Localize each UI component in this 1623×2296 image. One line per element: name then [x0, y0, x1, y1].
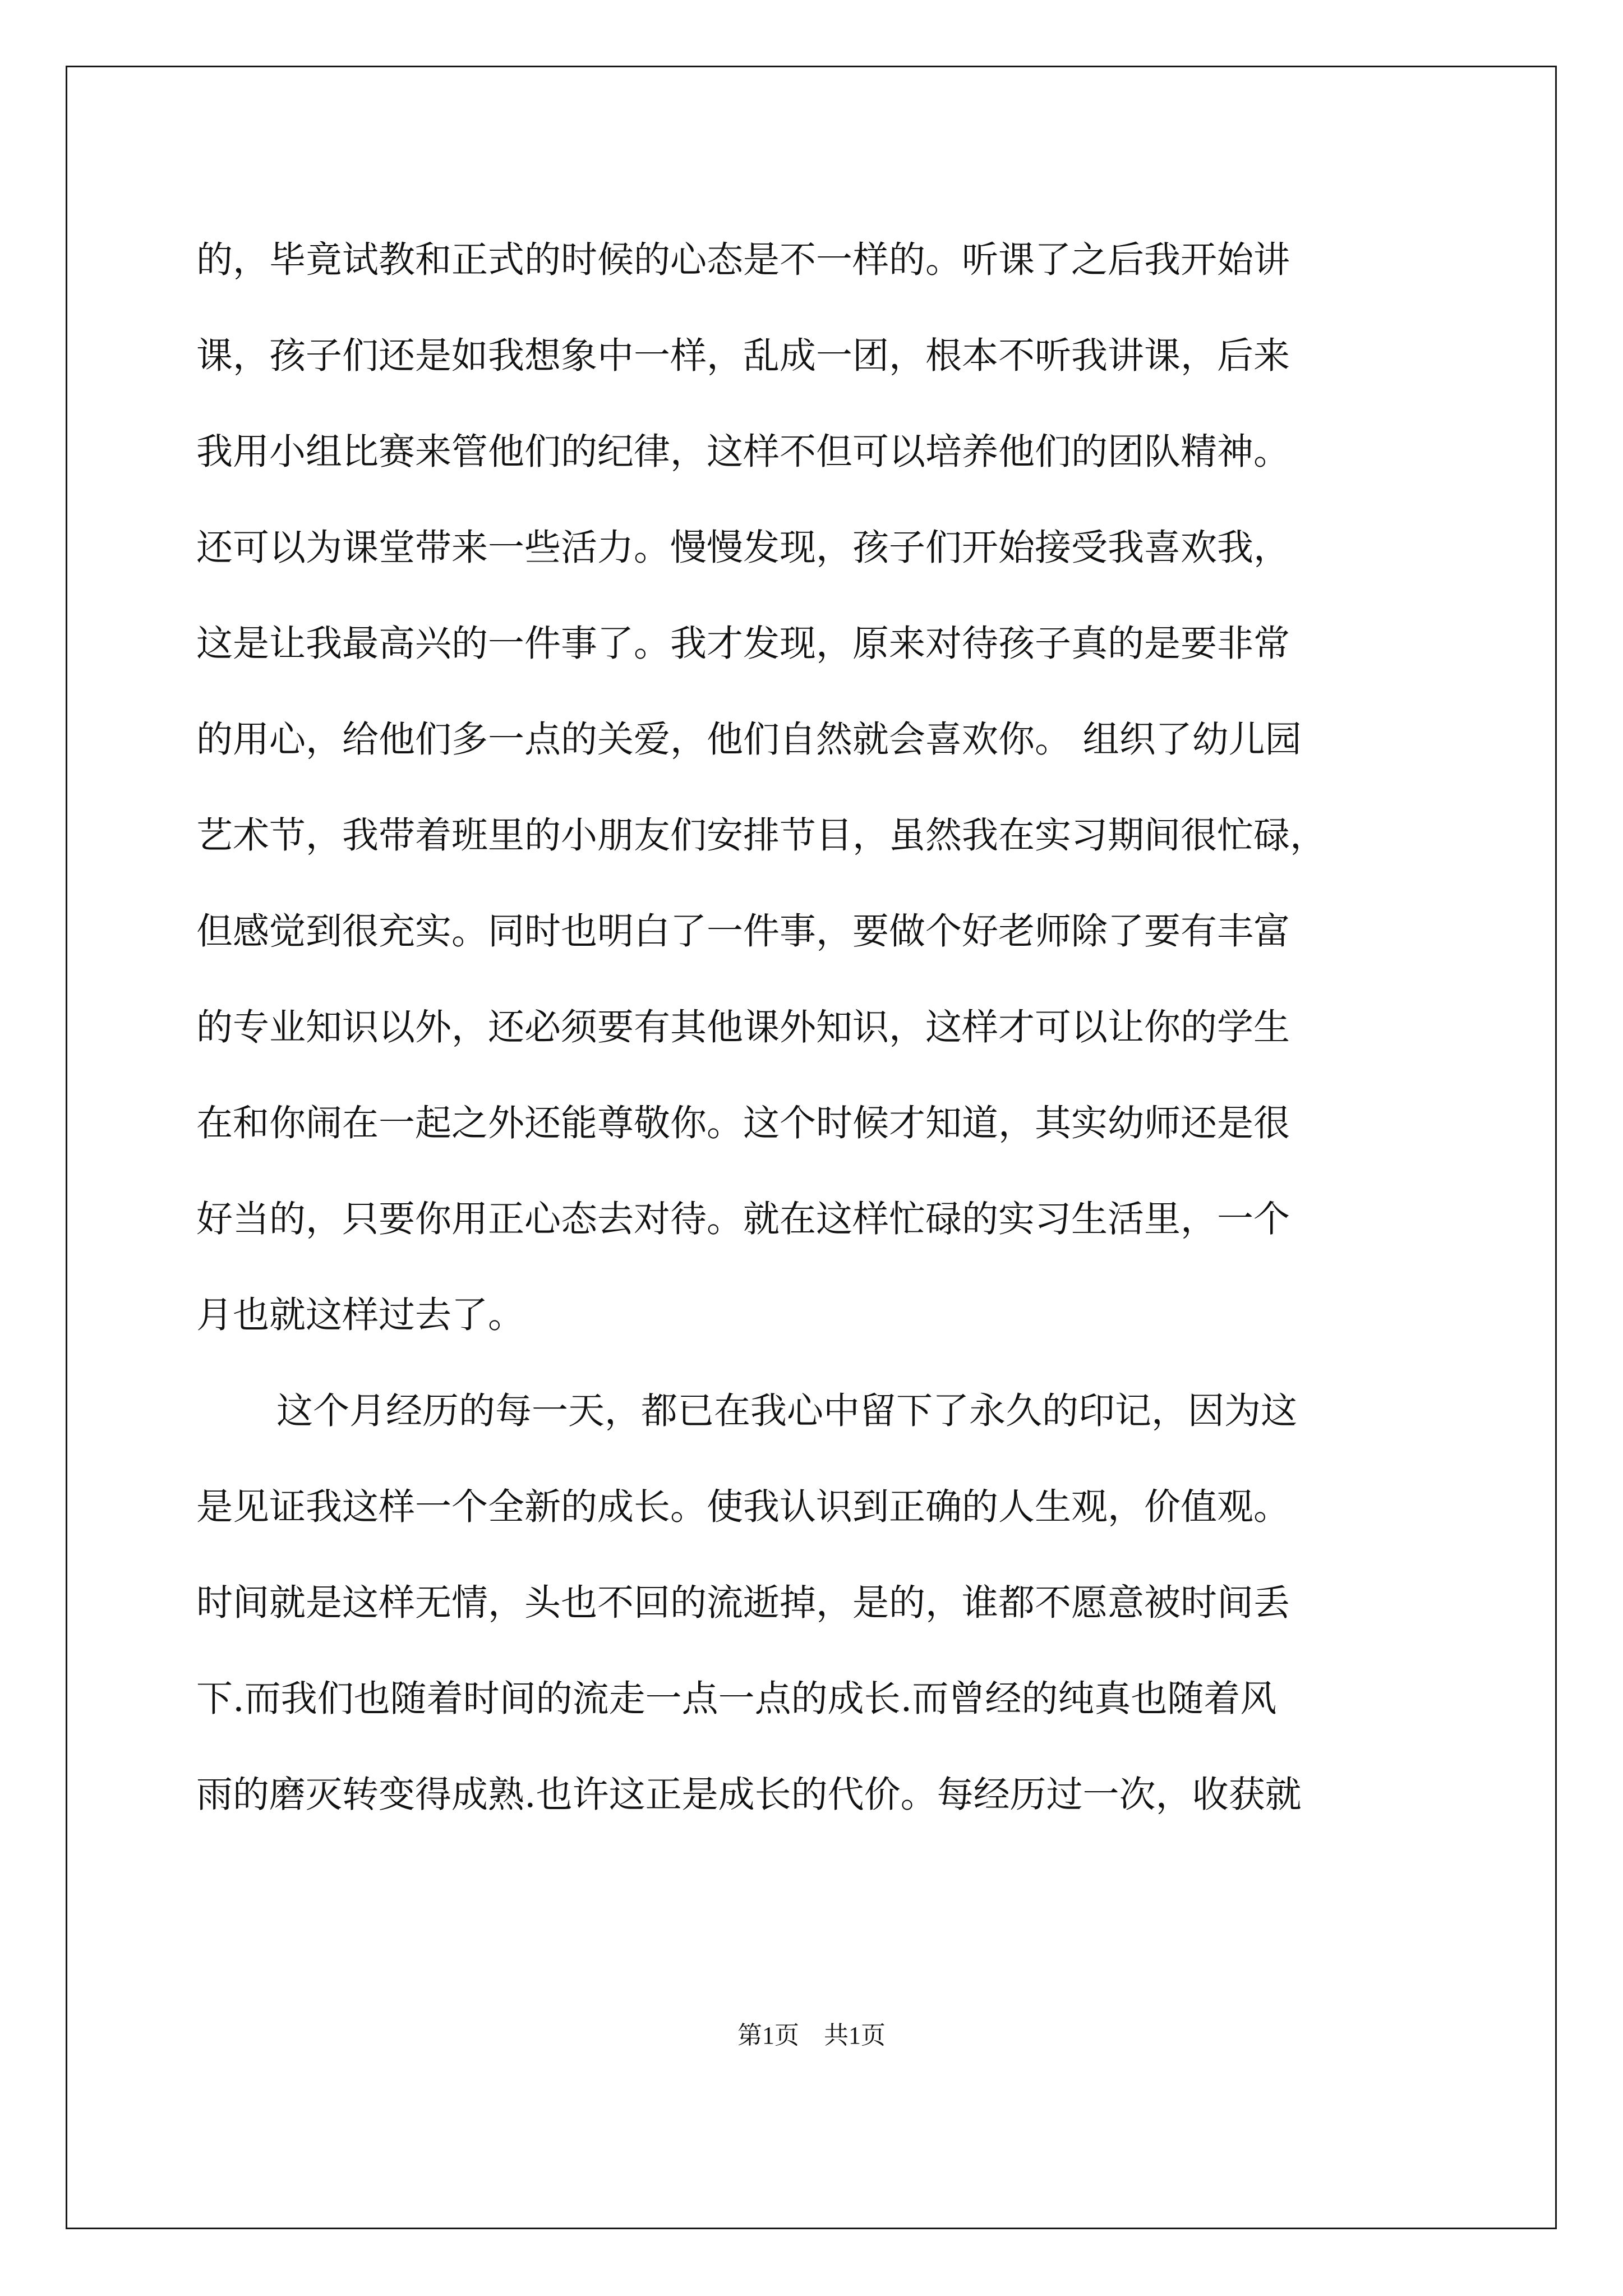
text-line: 好当的，只要你用正心态去对待。就在这样忙碌的实习生活里，一个: [196, 1198, 1290, 1240]
text-line: 但感觉到很充实。同时也明白了一件事，要做个好老师除了要有丰富: [196, 910, 1290, 953]
text-line: 雨的磨灭转变得成熟.也许这正是成长的代价。每经历过一次，收获就: [196, 1774, 1302, 1816]
text-line: 还可以为课堂带来一些活力。慢慢发现，孩子们开始接受我喜欢我，: [196, 527, 1290, 569]
text-line: 是见证我这样一个全新的成长。使我认识到正确的人生观，价值观。: [196, 1486, 1290, 1528]
page-number-footer: 第1页 共1页: [737, 2022, 886, 2049]
text-line: 下.而我们也随着时间的流走一点一点的成长.而曾经的纯真也随着风: [196, 1678, 1277, 1720]
text-line: 的专业知识以外，还必须要有其他课外知识，这样才可以让你的学生: [196, 1006, 1290, 1048]
text-line: 我用小组比赛来管他们的纪律，这样不但可以培养他们的团队精神。: [196, 431, 1290, 473]
paragraph-start-line: 这个月经历的每一天，都已在我心中留下了永久的印记，因为这: [276, 1390, 1298, 1432]
text-line: 时间就是这样无情，头也不回的流逝掉，是的，谁都不愿意被时间丢: [196, 1582, 1290, 1624]
text-line: 月也就这样过去了。: [196, 1294, 525, 1336]
text-line: 在和你闹在一起之外还能尊敬你。这个时候才知道，其实幼师还是很: [196, 1102, 1290, 1144]
document-body: [196, 212, 1469, 1843]
text-line: 的，毕竟试教和正式的时候的心态是不一样的。听课了之后我开始讲: [196, 239, 1290, 281]
text-line: 的用心，给他们多一点的关爱，他们自然就会喜欢你。 组织了幼儿园: [196, 719, 1302, 761]
text-line: 这是让我最高兴的一件事了。我才发现，原来对待孩子真的是要非常: [196, 623, 1290, 665]
text-line: 艺术节，我带着班里的小朋友们安排节目，虽然我在实习期间很忙碌，: [196, 815, 1327, 857]
text-line: 课，孩子们还是如我想象中一样，乱成一团，根本不听我讲课，后来: [196, 335, 1290, 377]
